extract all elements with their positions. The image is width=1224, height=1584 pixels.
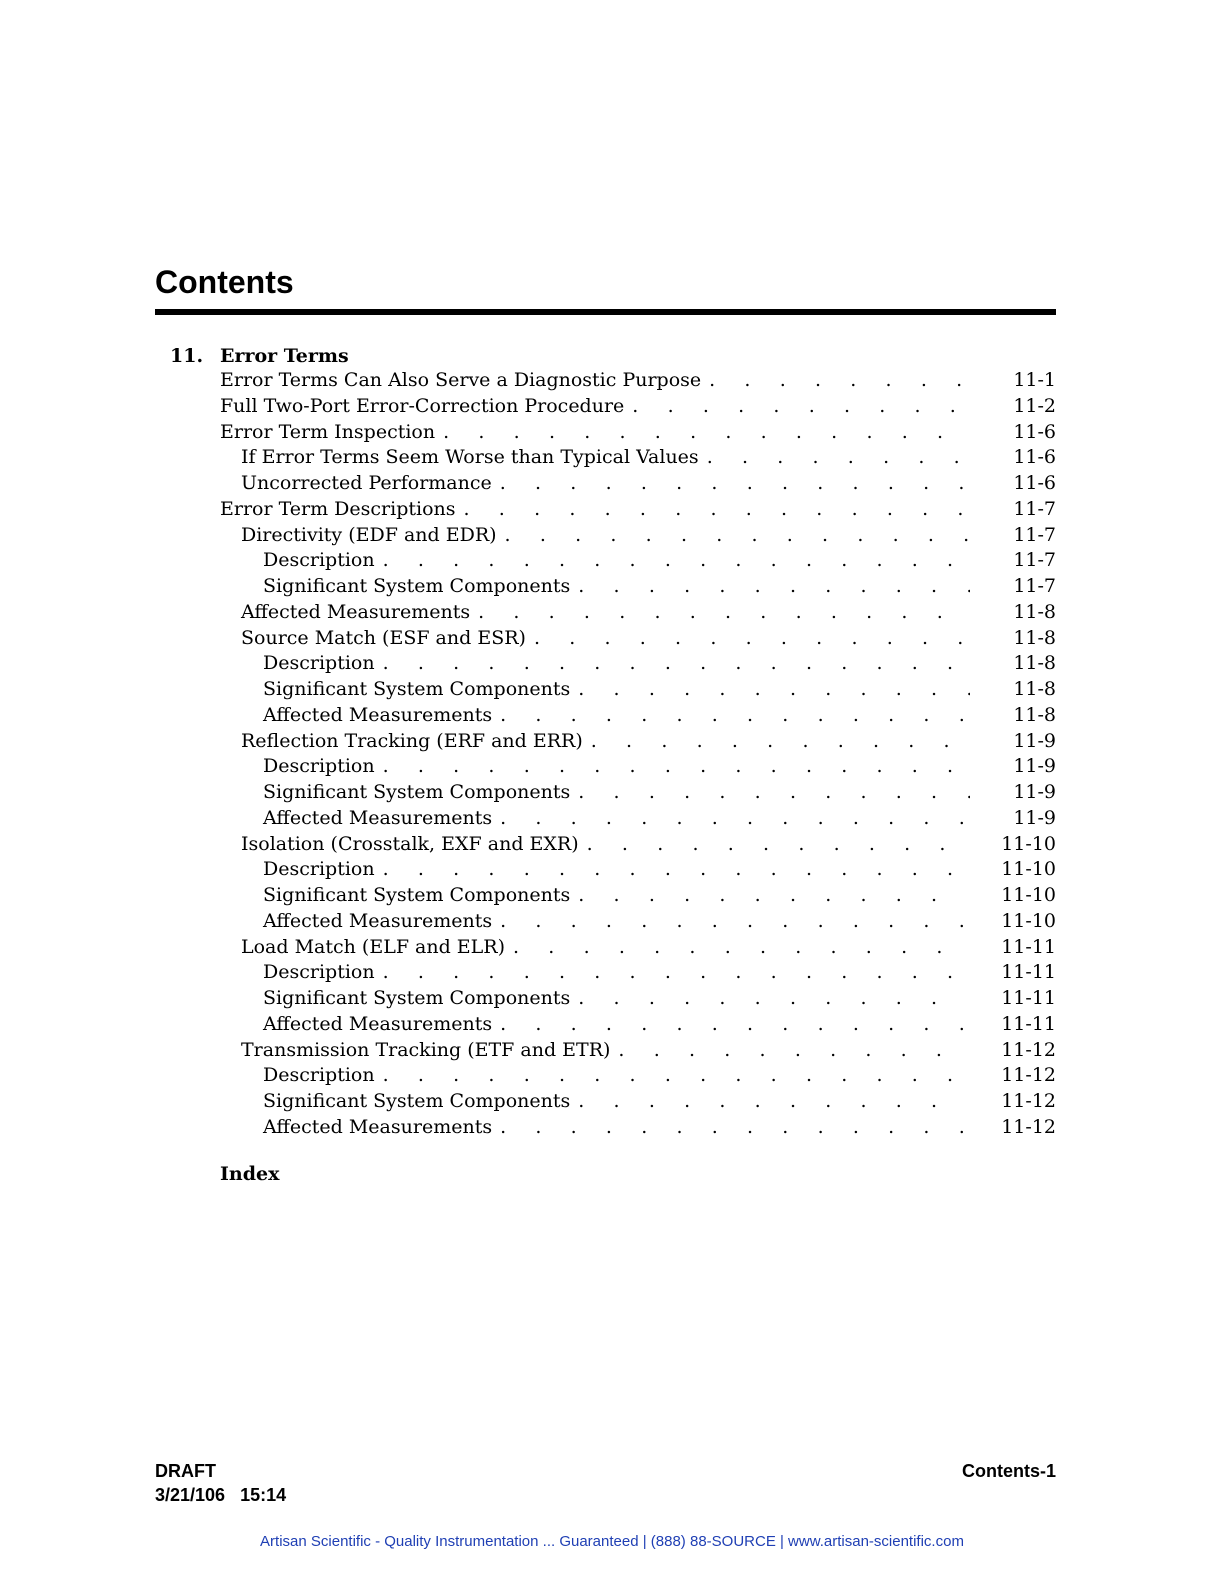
toc-entry-title: Affected Measurements bbox=[263, 703, 493, 726]
toc-dot-leader bbox=[591, 729, 970, 755]
footer-time: 15:14 bbox=[240, 1485, 287, 1505]
toc-dot-leader bbox=[383, 651, 970, 677]
toc-entry-page: 11-12 bbox=[1001, 1038, 1056, 1061]
toc-entry-page: 11-6 bbox=[1013, 420, 1056, 443]
toc-entry[interactable] bbox=[220, 445, 1056, 471]
toc-entry-page: 11-9 bbox=[1013, 729, 1056, 752]
toc-entry[interactable] bbox=[220, 883, 1056, 909]
toc-entry-title: Description bbox=[263, 1064, 375, 1087]
toc-dot-leader bbox=[500, 1115, 967, 1141]
toc-entry[interactable] bbox=[220, 394, 1056, 420]
toc-entry-page: 11-11 bbox=[1001, 987, 1056, 1009]
toc-entry[interactable] bbox=[220, 729, 1056, 755]
toc-entry-page: 11-8 bbox=[1013, 678, 1056, 700]
toc-entry[interactable] bbox=[220, 651, 1056, 677]
toc-entry-title: Uncorrected Performance bbox=[241, 472, 492, 494]
toc-entry[interactable] bbox=[220, 754, 1056, 780]
toc-dot-leader bbox=[618, 1038, 967, 1064]
toc-entry-title: Significant System Components bbox=[263, 1090, 571, 1112]
toc-entry-title: Significant System Components bbox=[263, 575, 571, 597]
toc-dot-leader bbox=[709, 368, 970, 394]
toc-dot-leader bbox=[505, 523, 970, 549]
toc-entry-title: Description bbox=[263, 755, 375, 778]
toc-entry-title: Load Match (ELF and ELR) bbox=[241, 935, 506, 958]
index-heading[interactable]: Index bbox=[220, 1163, 280, 1185]
toc-dot-leader bbox=[632, 394, 970, 420]
toc-entry-title: Description bbox=[263, 652, 375, 675]
toc-entry-page: 11-10 bbox=[1001, 909, 1056, 932]
toc-entry[interactable] bbox=[220, 960, 1056, 986]
toc-entry-page: 11-12 bbox=[1001, 1064, 1056, 1087]
toc-dot-leader bbox=[500, 1012, 967, 1038]
toc-entry[interactable] bbox=[220, 600, 1056, 626]
toc-entry[interactable] bbox=[220, 471, 1056, 497]
toc-dot-leader bbox=[500, 471, 970, 497]
table-of-contents bbox=[220, 368, 1056, 1141]
toc-entry-title: Error Term Descriptions bbox=[220, 497, 456, 520]
footer-status: DRAFT bbox=[155, 1461, 216, 1481]
toc-entry[interactable] bbox=[220, 420, 1056, 446]
toc-entry-page: 11-9 bbox=[1013, 755, 1056, 778]
toc-entry-page: 11-7 bbox=[1013, 523, 1056, 546]
toc-entry[interactable] bbox=[220, 832, 1056, 858]
toc-entry-title: Significant System Components bbox=[263, 987, 571, 1009]
toc-entry-title: Source Match (ESF and ESR) bbox=[241, 626, 526, 649]
toc-entry-page: 11-7 bbox=[1013, 575, 1056, 597]
toc-entry-title: Affected Measurements bbox=[241, 600, 471, 623]
toc-entry[interactable] bbox=[220, 368, 1056, 394]
toc-entry-page: 11-9 bbox=[1013, 781, 1056, 803]
toc-dot-leader bbox=[443, 420, 970, 446]
toc-entry-title: Description bbox=[263, 858, 375, 881]
toc-entry-page: 11-6 bbox=[1013, 446, 1056, 469]
toc-dot-leader bbox=[578, 883, 967, 909]
footer-date: 3/21/106 bbox=[155, 1485, 226, 1505]
toc-dot-leader bbox=[578, 780, 970, 806]
toc-entry-page: 11-7 bbox=[1013, 549, 1056, 572]
toc-dot-leader bbox=[500, 806, 970, 832]
toc-entry[interactable] bbox=[220, 909, 1056, 935]
toc-entry-page: 11-8 bbox=[1013, 626, 1056, 649]
toc-entry-title: Directivity (EDF and EDR) bbox=[241, 523, 497, 546]
toc-dot-leader bbox=[707, 445, 970, 471]
toc-entry-page: 11-10 bbox=[1001, 858, 1056, 881]
page-title: Contents bbox=[155, 264, 294, 300]
footer-draft-info bbox=[155, 1459, 286, 1507]
toc-entry-page: 11-7 bbox=[1013, 497, 1056, 520]
toc-entry-title: Reflection Tracking (ERF and ERR) bbox=[241, 729, 583, 752]
toc-entry-page: 11-10 bbox=[1001, 832, 1056, 855]
vendor-banner[interactable] bbox=[0, 1532, 1224, 1552]
toc-entry[interactable] bbox=[220, 806, 1056, 832]
toc-dot-leader bbox=[383, 548, 970, 574]
toc-entry-title: Full Two-Port Error-Correction Procedure bbox=[220, 394, 625, 417]
toc-entry-title: Error Term Inspection bbox=[220, 420, 436, 443]
toc-entry-title: Description bbox=[263, 549, 375, 572]
chapter-number: 11. bbox=[170, 345, 204, 367]
toc-entry-page: 11-8 bbox=[1013, 652, 1056, 675]
toc-entry-title: Error Terms Can Also Serve a Diagnostic Purpose bbox=[220, 369, 702, 391]
toc-entry[interactable] bbox=[220, 986, 1056, 1012]
toc-dot-leader bbox=[578, 574, 970, 600]
toc-dot-leader bbox=[500, 703, 970, 729]
toc-entry[interactable] bbox=[220, 1063, 1056, 1089]
toc-entry[interactable] bbox=[220, 857, 1056, 883]
toc-entry-title: Affected Measurements bbox=[263, 1012, 493, 1035]
toc-entry-title: Affected Measurements bbox=[263, 909, 493, 932]
toc-entry-title: Isolation (Crosstalk, EXF and EXR) bbox=[241, 832, 579, 855]
toc-dot-leader bbox=[500, 909, 967, 935]
toc-entry[interactable] bbox=[220, 626, 1056, 652]
toc-dot-leader bbox=[578, 677, 970, 703]
footer-page-label: Contents-1 bbox=[962, 1461, 1056, 1481]
toc-dot-leader bbox=[478, 600, 970, 626]
toc-entry-page: 11-1 bbox=[1013, 369, 1056, 391]
toc-entry[interactable] bbox=[220, 574, 1056, 600]
toc-entry[interactable] bbox=[220, 497, 1056, 523]
toc-entry-title: If Error Terms Seem Worse than Typical Values bbox=[241, 446, 699, 469]
toc-dot-leader bbox=[464, 497, 970, 523]
toc-entry[interactable] bbox=[220, 548, 1056, 574]
toc-entry[interactable] bbox=[220, 1012, 1056, 1038]
toc-dot-leader bbox=[383, 1063, 968, 1089]
toc-entry-page: 11-6 bbox=[1013, 472, 1056, 494]
toc-entry-title: Affected Measurements bbox=[263, 806, 493, 829]
toc-entry-title: Significant System Components bbox=[263, 678, 571, 700]
toc-entry-page: 11-2 bbox=[1013, 394, 1056, 417]
toc-entry[interactable] bbox=[220, 1115, 1056, 1141]
toc-entry-title: Transmission Tracking (ETF and ETR) bbox=[241, 1038, 611, 1061]
toc-dot-leader bbox=[513, 935, 967, 961]
toc-entry-page: 11-10 bbox=[1001, 884, 1056, 906]
toc-dot-leader bbox=[383, 754, 970, 780]
toc-dot-leader bbox=[578, 986, 967, 1012]
toc-dot-leader bbox=[383, 857, 968, 883]
toc-entry-title: Affected Measurements bbox=[263, 1115, 493, 1138]
footer-timestamp bbox=[155, 1483, 286, 1507]
toc-dot-leader bbox=[534, 626, 970, 652]
toc-dot-leader bbox=[578, 1089, 967, 1115]
toc-entry-page: 11-11 bbox=[1001, 961, 1056, 984]
toc-entry-page: 11-9 bbox=[1013, 806, 1056, 829]
toc-entry[interactable] bbox=[220, 1038, 1056, 1064]
toc-dot-leader bbox=[383, 960, 968, 986]
toc-entry-page: 11-12 bbox=[1001, 1115, 1056, 1138]
vendor-banner-link[interactable]: Artisan Scientific - Quality Instrumentation ... Guaranteed | (888) 88-SOURCE | www.artisan-scientific.com bbox=[260, 1533, 964, 1550]
toc-entry-title: Description bbox=[263, 961, 375, 984]
title-rule bbox=[155, 309, 1056, 315]
toc-entry-title: Significant System Components bbox=[263, 781, 571, 803]
toc-entry[interactable] bbox=[220, 677, 1056, 703]
toc-entry[interactable] bbox=[220, 1089, 1056, 1115]
toc-entry-page: 11-12 bbox=[1001, 1090, 1056, 1112]
toc-entry-page: 11-11 bbox=[1001, 1012, 1056, 1035]
toc-dot-leader bbox=[587, 832, 968, 858]
toc-entry[interactable] bbox=[220, 935, 1056, 961]
toc-entry[interactable] bbox=[220, 780, 1056, 806]
toc-entry[interactable] bbox=[220, 523, 1056, 549]
toc-entry-page: 11-11 bbox=[1001, 935, 1056, 958]
chapter-title[interactable]: Error Terms bbox=[220, 345, 349, 367]
toc-entry-title: Significant System Components bbox=[263, 884, 571, 906]
toc-entry-page: 11-8 bbox=[1013, 600, 1056, 623]
toc-entry-page: 11-8 bbox=[1013, 703, 1056, 726]
toc-entry[interactable] bbox=[220, 703, 1056, 729]
